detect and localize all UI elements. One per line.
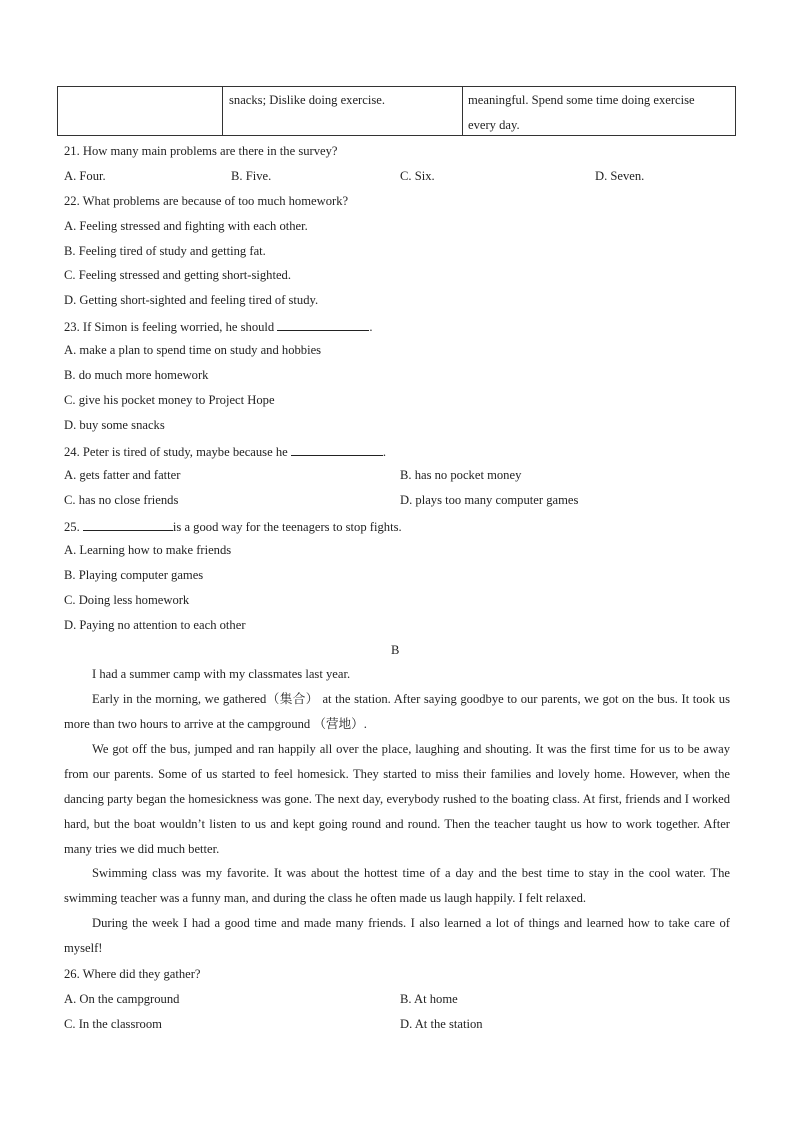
option-a: A. make a plan to spend time on study and hobbies <box>64 343 322 357</box>
question-stem <box>64 518 402 535</box>
option-c: C. Six. <box>400 169 435 183</box>
passage-paragraph: We got off the bus, jumped and ran happily all over the place, laughing and shouting. It was the first time for us to be away from our parents. Some of us started to feel homesick. They started to miss their families and lovely home. However, when the dancing party began the homesickness was gone. The next day, everybody rushed to the boating class. At first, friends and I worked hard, but the boat wouldn’t listen to us and kept going round and round. Then the teacher taught us how to work together. After many tries we did much better. <box>64 742 730 856</box>
option-b: B. Five. <box>231 169 272 183</box>
option-c: C. give his pocket money to Project Hope <box>64 393 275 407</box>
passage-paragraph: During the week I had a good time and made many friends. I also learned a lot of things and learned how to take care of myself! <box>64 916 730 955</box>
section-heading: B <box>391 643 400 657</box>
answer-blank <box>83 518 173 531</box>
table-cell: snacks; Dislike doing exercise. <box>229 93 385 107</box>
option-a: A. gets fatter and fatter <box>64 468 181 482</box>
survey-table <box>57 86 736 136</box>
table-cell: every day. <box>468 118 520 132</box>
table-column-divider <box>222 87 223 135</box>
option-c: C. Feeling stressed and getting short-sighted. <box>64 268 292 282</box>
option-b: B. has no pocket money <box>400 468 522 482</box>
option-a: A. Feeling stressed and fighting with each other. <box>64 219 308 233</box>
option-d: D. buy some snacks <box>64 418 165 432</box>
answer-blank <box>291 443 383 456</box>
question-stem-text: 23. If Simon is feeling worried, he should <box>64 320 278 334</box>
option-a: A. Four. <box>64 169 106 183</box>
question-stem: 26. Where did they gather? <box>64 967 201 981</box>
option-b: B. Playing computer games <box>64 568 204 582</box>
question-stem <box>64 318 373 335</box>
option-d: D. At the station <box>400 1017 483 1031</box>
passage-paragraph: Early in the morning, we gathered（集合） at the station. After saying goodbye to our parents, we got on the bus. It took us more than two hours to arrive at the campground （营地）. <box>64 692 730 731</box>
option-d: D. Getting short-sighted and feeling tired of study. <box>64 293 319 307</box>
option-b: B. Feeling tired of study and getting fat. <box>64 244 266 258</box>
option-d: D. Paying no attention to each other <box>64 618 246 632</box>
option-d: D. plays too many computer games <box>400 493 579 507</box>
option-c: C. has no close friends <box>64 493 179 507</box>
option-d: D. Seven. <box>595 169 645 183</box>
option-a: A. Learning how to make friends <box>64 543 232 557</box>
question-stem-end: is a good way for the teenagers to stop fights. <box>172 520 402 534</box>
table-column-divider <box>462 87 463 135</box>
question-stem-text: 25. <box>64 520 83 534</box>
passage-paragraph: Swimming class was my favorite. It was about the hottest time of a day and the best time to stay in the cool water. The swimming teacher was a funny man, and during the class he often made us laugh happily. I felt relaxed. <box>64 866 730 905</box>
question-stem: 21. How many main problems are there in the survey? <box>64 144 338 158</box>
table-cell: meaningful. Spend some time doing exercise <box>468 93 695 107</box>
option-a: A. On the campground <box>64 992 180 1006</box>
question-stem-end: . <box>369 320 373 334</box>
question-stem-text: 24. Peter is tired of study, maybe because he <box>64 445 291 459</box>
question-stem-end: . <box>382 445 387 459</box>
question-stem: 22. What problems are because of too much homework? <box>64 194 349 208</box>
option-c: C. Doing less homework <box>64 593 190 607</box>
option-b: B. do much more homework <box>64 368 209 382</box>
option-c: C. In the classroom <box>64 1017 162 1031</box>
option-b: B. At home <box>400 992 458 1006</box>
answer-blank <box>277 318 369 331</box>
question-stem <box>64 443 386 460</box>
passage-paragraph: I had a summer camp with my classmates last year. <box>92 667 351 681</box>
